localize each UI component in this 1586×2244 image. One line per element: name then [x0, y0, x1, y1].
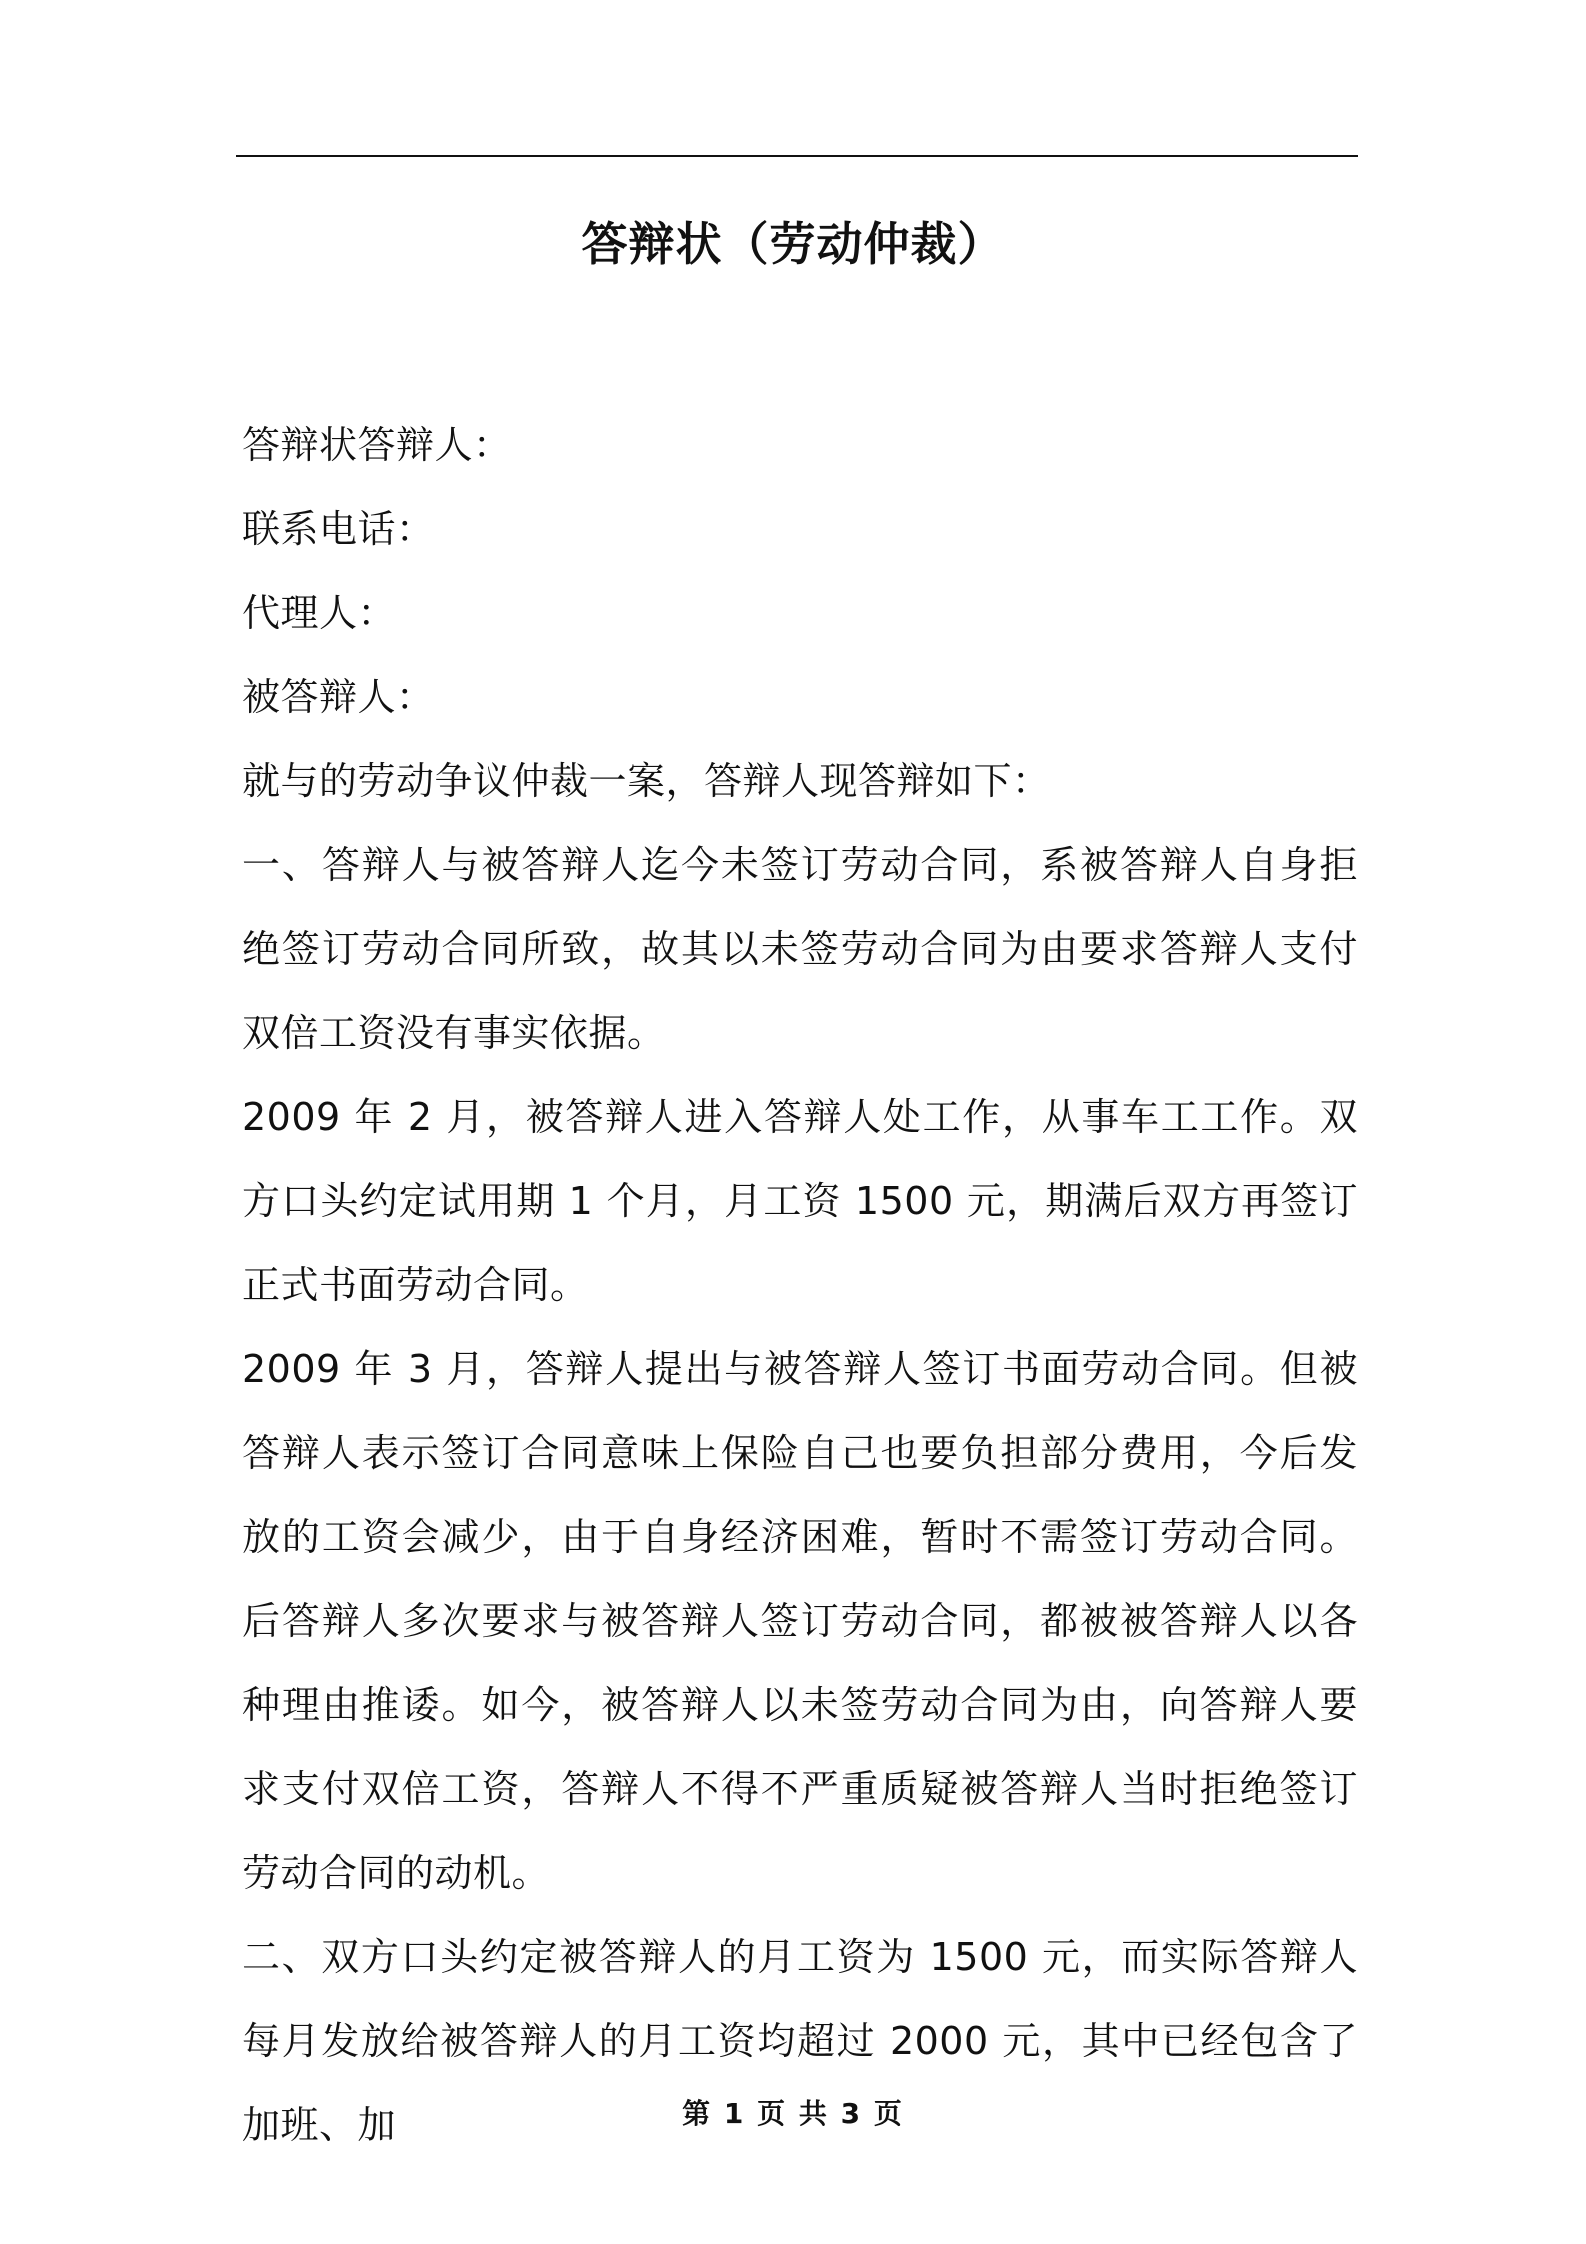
- page-footer: 第 1 页 共 3 页: [682, 2097, 904, 2130]
- applicant-line: 被答辩人：: [242, 675, 435, 719]
- document-body: [242, 403, 1358, 2167]
- march-paragraph: 2009 年 3 月，答辩人提出与被答辩人签订书面劳动合同。但被答辩人表示签订合同意味上保险自己也要负担部分费用，今后发放的工资会减少，由于自身经济困难，暂时不需签订劳动合同。后答辩人多次要求与被答辩人签订劳动合同，都被被答辩人以各种理由推诿。如今，被答辩人以未签劳动合同为由，向答辩人要求支付双倍工资，答辩人不得不严重质疑被答辩人当时拒绝签订劳动合同的动机。: [242, 1347, 1358, 1895]
- phone-line: 联系电话：: [242, 507, 435, 551]
- agent-line: 代理人：: [242, 591, 397, 635]
- header-rule: [236, 155, 1358, 157]
- respondent-line: 答辩状答辩人：: [242, 423, 512, 467]
- point-one-paragraph: 一、答辩人与被答辩人迄今未签订劳动合同，系被答辩人自身拒绝签订劳动合同所致，故其以未签劳动合同为由要求答辩人支付双倍工资没有事实依据。: [242, 843, 1358, 1055]
- point-two-paragraph: 二、双方口头约定被答辩人的月工资为 1500 元，而实际答辩人每月发放给被答辩人的月工资均超过 2000 元，其中已经包含了加班、加: [242, 1935, 1358, 2147]
- february-paragraph: 2009 年 2 月，被答辩人进入答辩人处工作，从事车工工作。双方口头约定试用期 1 个月，月工资 1500 元，期满后双方再签订正式书面劳动合同。: [242, 1095, 1358, 1307]
- document-title: 答辩状（劳动仲裁）: [581, 217, 1005, 271]
- intro-paragraph: 就与的劳动争议仲裁一案，答辩人现答辩如下：: [242, 759, 1051, 803]
